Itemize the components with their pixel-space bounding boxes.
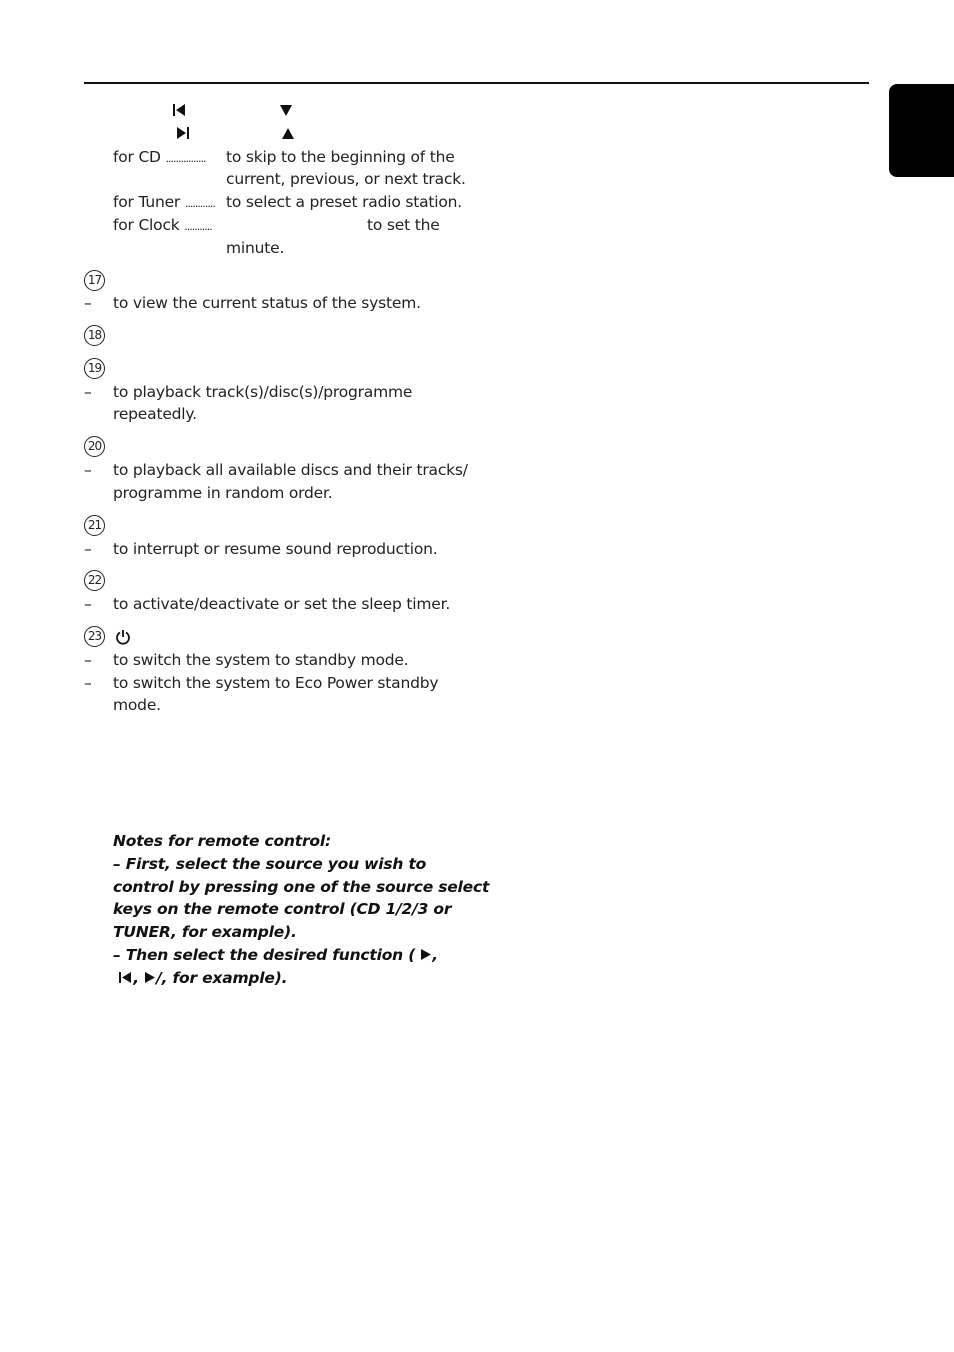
row-cd-text-cont: current, previous, or next track. — [226, 170, 466, 188]
dash: – — [84, 595, 92, 613]
item-23-line-2: to switch the system to Eco Power standby — [113, 674, 439, 692]
prev-track-icon — [172, 103, 188, 119]
row-clock-label: for Clock ........... — [113, 216, 212, 234]
notes-line-6: , /, for example). — [113, 967, 473, 990]
item-23-line-3: mode. — [113, 696, 161, 714]
item-19-line-2: repeatedly. — [113, 405, 197, 423]
notes-line-2: control by pressing one of the source select — [113, 877, 490, 896]
row-cd-text: to skip to the beginning of the — [226, 148, 455, 166]
item-20-line-2: programme in random order. — [113, 484, 333, 502]
header-rule — [84, 82, 869, 84]
power-icon — [115, 629, 131, 645]
notes-line-3: keys on the remote control (CD 1/2/3 or — [113, 900, 452, 919]
notes-title: Notes for remote control: — [113, 832, 331, 850]
notes-line-1: – First, select the source you wish to — [113, 854, 427, 873]
next-track-icon — [176, 126, 192, 142]
row-clock-text-cont: minute. — [226, 239, 285, 257]
dash: – — [84, 651, 92, 669]
row-clock-text: to set the — [367, 216, 440, 234]
notes-line-5: – Then select the desired function ( , — [113, 945, 438, 964]
item-number-23: 23 — [84, 626, 105, 647]
play-icon — [420, 948, 432, 961]
item-20-line-1: to playback all available discs and their tracks/ — [113, 461, 468, 479]
item-23-line-1: to switch the system to standby mode. — [113, 651, 409, 669]
item-number-18: 18 — [84, 325, 105, 346]
down-triangle-icon — [279, 104, 295, 120]
up-triangle-icon — [281, 127, 297, 143]
row-tuner-label: for Tuner ............ — [113, 193, 215, 211]
item-number-19: 19 — [84, 358, 105, 379]
dash: – — [84, 294, 92, 312]
dash: – — [84, 674, 92, 692]
item-21-line: to interrupt or resume sound reproduction. — [113, 540, 438, 558]
language-tab — [889, 84, 954, 177]
row-cd-label: for CD ................ — [113, 148, 206, 166]
remote-notes — [113, 830, 490, 990]
item-22-line: to activate/deactivate or set the sleep timer. — [113, 595, 451, 613]
item-number-17: 17 — [84, 270, 105, 291]
notes-line-4: TUNER, for example). — [113, 923, 297, 942]
item-number-21: 21 — [84, 515, 105, 536]
dash: – — [84, 383, 92, 401]
play-icon — [144, 971, 156, 984]
item-number-20: 20 — [84, 436, 105, 457]
item-17-line: to view the current status of the system. — [113, 294, 421, 312]
row-tuner-text: to select a preset radio station. — [226, 193, 463, 211]
item-number-22: 22 — [84, 570, 105, 591]
dash: – — [84, 461, 92, 479]
item-19-line-1: to playback track(s)/disc(s)/programme — [113, 383, 413, 401]
dash: – — [84, 540, 92, 558]
prev-track-icon — [118, 971, 133, 984]
